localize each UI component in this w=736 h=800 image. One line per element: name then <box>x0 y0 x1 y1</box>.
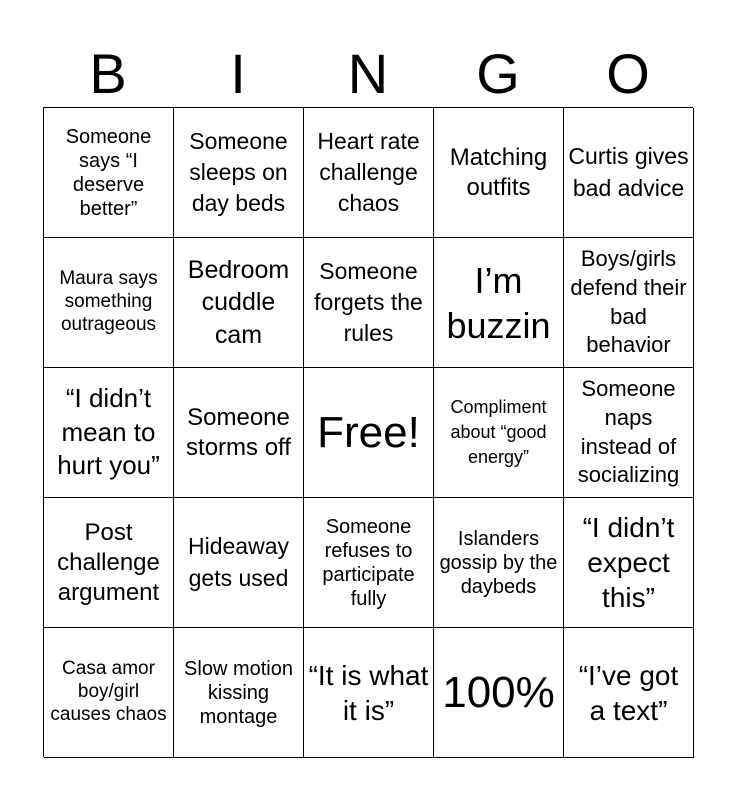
header-letter-b: B <box>89 42 127 105</box>
cell-text: Casa amor boy/girl causes chaos <box>50 658 167 725</box>
bingo-cell[interactable] <box>44 368 174 498</box>
bingo-cell[interactable] <box>434 108 564 238</box>
bingo-cell[interactable] <box>564 628 694 758</box>
cell-text: Free! <box>317 407 420 457</box>
cell-text: Curtis gives bad advice <box>568 143 689 201</box>
bingo-cell[interactable] <box>434 238 564 368</box>
bingo-cell[interactable] <box>304 498 434 628</box>
bingo-cell[interactable] <box>174 108 304 238</box>
header-letter-n: N <box>347 42 389 105</box>
free-cell[interactable] <box>304 368 434 498</box>
cell-text: Someone refuses to participate fully <box>322 515 415 610</box>
cell-text: Hideaway gets used <box>188 533 289 591</box>
cell-text: Compliment about “good energy” <box>450 396 547 468</box>
bingo-cell[interactable] <box>304 628 434 758</box>
cell-text: Matching outfits <box>449 143 548 201</box>
bingo-cell[interactable] <box>174 238 304 368</box>
cell-text: Heart rate challenge chaos <box>317 127 420 217</box>
cell-text: Someone naps instead of socializing <box>577 376 680 488</box>
cell-text: Someone storms off <box>186 403 291 461</box>
bingo-cell[interactable] <box>174 498 304 628</box>
bingo-cell[interactable] <box>434 628 564 758</box>
cell-text: Islanders gossip by the daybeds <box>439 527 558 598</box>
bingo-cell[interactable] <box>304 238 434 368</box>
bingo-cell[interactable] <box>44 628 174 758</box>
cell-text: Someone sleeps on day beds <box>189 127 288 217</box>
cell-text: Someone says “I deserve better” <box>65 125 152 220</box>
header-letter-g: G <box>476 42 520 105</box>
header-letter-o: O <box>606 42 650 105</box>
cell-text: “I didn’t expect this” <box>582 512 675 613</box>
bingo-cell[interactable] <box>434 368 564 498</box>
cell-text: Someone forgets the rules <box>314 257 423 347</box>
bingo-cell[interactable] <box>44 498 174 628</box>
cell-text: Maura says something outrageous <box>59 268 158 335</box>
cell-text: “I didn’t mean to hurt you” <box>57 382 160 481</box>
bingo-cell[interactable] <box>174 628 304 758</box>
bingo-cell[interactable] <box>564 498 694 628</box>
bingo-cell[interactable] <box>44 238 174 368</box>
bingo-cell[interactable] <box>434 498 564 628</box>
cell-text: 100% <box>442 667 555 717</box>
cell-text: “It is what it is” <box>308 659 429 726</box>
cell-text: Slow motion kissing montage <box>184 657 293 728</box>
header-letter-i: I <box>230 42 246 105</box>
bingo-grid <box>43 107 693 757</box>
bingo-cell[interactable] <box>174 368 304 498</box>
cell-text: Post challenge argument <box>57 518 160 606</box>
bingo-cell[interactable] <box>304 108 434 238</box>
cell-text: “I’ve got a text” <box>578 659 679 726</box>
cell-text: Bedroom cuddle cam <box>187 255 290 349</box>
bingo-cell[interactable] <box>44 108 174 238</box>
bingo-header <box>43 42 693 106</box>
cell-text: Boys/girls defend their bad behavior <box>570 246 687 358</box>
bingo-cell[interactable] <box>564 368 694 498</box>
bingo-cell[interactable] <box>564 108 694 238</box>
bingo-cell[interactable] <box>564 238 694 368</box>
cell-text: I’m buzzin <box>446 259 551 346</box>
